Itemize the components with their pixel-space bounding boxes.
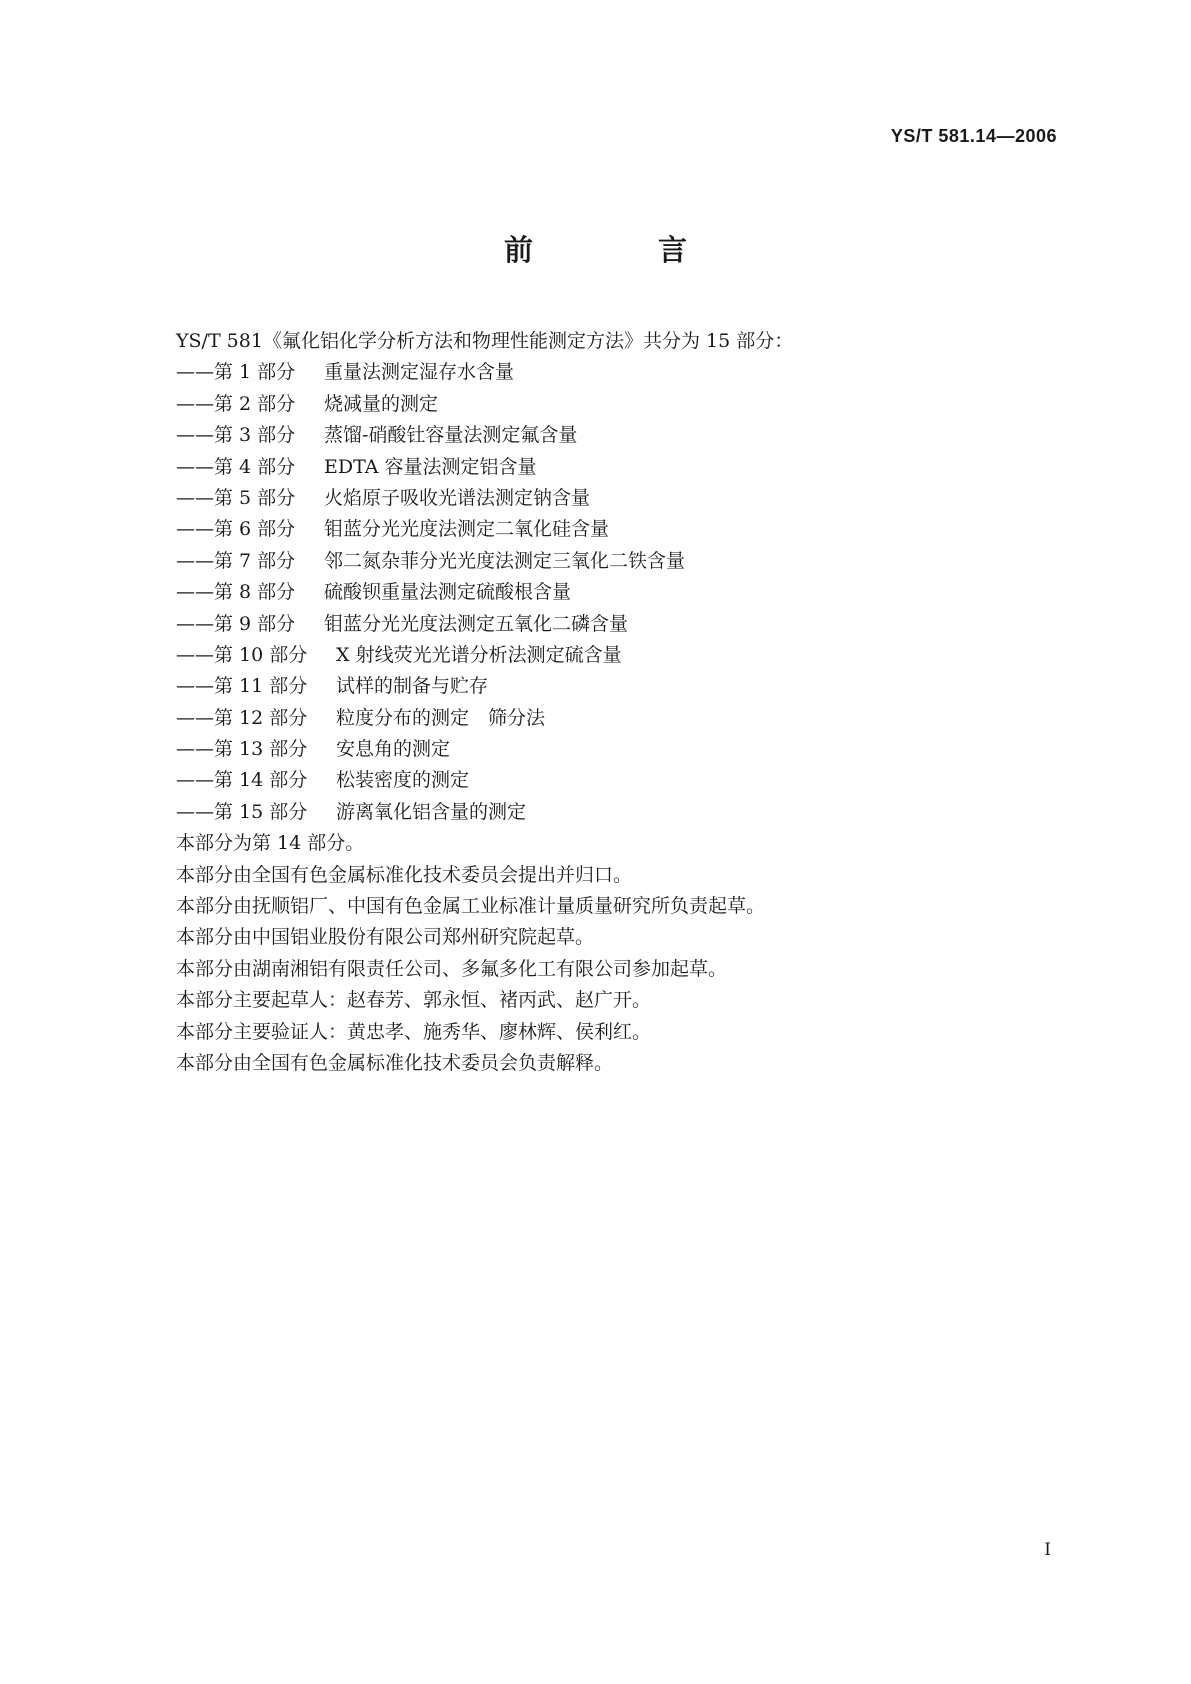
- part-list-item: [176, 357, 1036, 388]
- part-list-item: [176, 609, 1036, 640]
- part-number: ——第 2 部分: [176, 392, 296, 415]
- statement-paragraph: 本部分由中国铝业股份有限公司郑州研究院起草。: [176, 926, 595, 949]
- part-number: ——第 4 部分: [176, 455, 296, 478]
- part-title: 重量法测定湿存水含量: [324, 361, 515, 384]
- part-number: ——第 1 部分: [176, 361, 296, 384]
- part-number: ——第 9 部分: [176, 612, 296, 635]
- part-list-item: [176, 452, 1036, 483]
- part-number: ——第 3 部分: [176, 424, 296, 447]
- statement-paragraph: 本部分主要验证人：黄忠孝、施秀华、廖林辉、侯利红。: [176, 1020, 652, 1043]
- part-title: 安息角的测定: [336, 738, 451, 761]
- part-number: ——第 12 部分: [176, 706, 308, 729]
- part-title: 松装密度的测定: [336, 769, 470, 792]
- part-list-item: [176, 703, 1036, 734]
- part-title: 粒度分布的测定 筛分法: [336, 706, 546, 729]
- part-list-item: [176, 797, 1036, 828]
- part-number: ——第 14 部分: [176, 769, 308, 792]
- part-list-item: [176, 546, 1036, 577]
- part-title: 火焰原子吸收光谱法测定钠含量: [324, 486, 591, 509]
- part-title: EDTA 容量法测定铝含量: [324, 455, 537, 478]
- part-title: 蒸馏-硝酸钍容量法测定氟含量: [324, 424, 578, 447]
- foreword-body: [176, 326, 1036, 1079]
- part-list-item: [176, 734, 1036, 765]
- statement-paragraph: 本部分由全国有色金属标准化技术委员会负责解释。: [176, 1051, 614, 1074]
- part-list-item: [176, 514, 1036, 545]
- part-number: ——第 15 部分: [176, 800, 308, 823]
- part-list-item: [176, 389, 1036, 420]
- statement-paragraph: 本部分由湖南湘铝有限责任公司、多氟多化工有限公司参加起草。: [176, 957, 728, 980]
- part-number: ——第 13 部分: [176, 738, 308, 761]
- statement-paragraph: 本部分为第 14 部分。: [176, 832, 365, 855]
- statement-paragraph: 本部分由抚顺铝厂、中国有色金属工业标准计量质量研究所负责起草。: [176, 895, 766, 918]
- page-title: 前 言: [503, 233, 735, 267]
- part-number: ——第 10 部分: [176, 643, 308, 666]
- part-list-item: [176, 577, 1036, 608]
- part-number: ——第 7 部分: [176, 549, 296, 572]
- part-title: 烧减量的测定: [324, 392, 439, 415]
- statement-paragraph: 本部分由全国有色金属标准化技术委员会提出并归口。: [176, 863, 633, 886]
- part-number: ——第 8 部分: [176, 581, 296, 604]
- part-title: X 射线荧光光谱分析法测定硫含量: [336, 643, 622, 666]
- part-list-item: [176, 671, 1036, 702]
- part-title: 钼蓝分光光度法测定五氧化二磷含量: [324, 612, 629, 635]
- part-list-item: [176, 640, 1036, 671]
- part-title: 硫酸钡重量法测定硫酸根含量: [324, 581, 572, 604]
- part-number: ——第 11 部分: [176, 675, 308, 698]
- part-number: ——第 6 部分: [176, 518, 296, 541]
- part-title: 邻二氮杂菲分光光度法测定三氧化二铁含量: [324, 549, 686, 572]
- part-title: 游离氧化铝含量的测定: [336, 800, 527, 823]
- part-list-item: [176, 765, 1036, 796]
- part-list-item: [176, 483, 1036, 514]
- part-title: 试样的制备与贮存: [336, 675, 489, 698]
- part-number: ——第 5 部分: [176, 486, 296, 509]
- statement-paragraph: 本部分主要起草人：赵春芳、郭永恒、褚丙武、赵广开。: [176, 989, 652, 1012]
- intro-paragraph: YS/T 581《氟化铝化学分析方法和物理性能测定方法》共分为 15 部分：: [176, 330, 794, 352]
- part-title: 钼蓝分光光度法测定二氧化硅含量: [324, 518, 610, 541]
- standard-number: YS/T 581.14—2006: [890, 126, 1057, 146]
- page-number: I: [1044, 1540, 1051, 1560]
- part-list-item: [176, 420, 1036, 451]
